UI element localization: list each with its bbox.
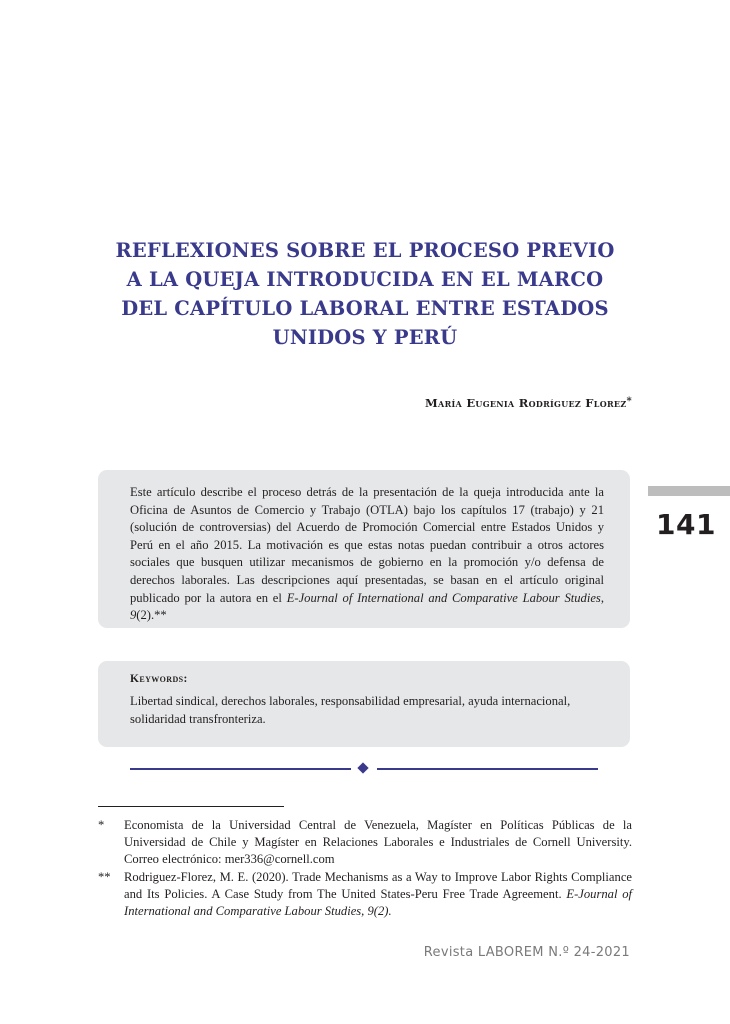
- journal-name: E-Journal of International and Comparative Labour Studies: [286, 590, 601, 605]
- diamond-icon: [357, 762, 368, 773]
- footnote-journal: E-Journal of International and Comparative Labour Studies, 9(2).: [124, 887, 633, 918]
- author-name: María Eugenia Rodríguez Florez: [425, 396, 627, 410]
- abstract-body: Este artículo describe el proceso detrás de la presentación de la queja introducida ante la Oficina de Asuntos de Comercio y Trabajo (OTLA) bajo los capítulos 17 (trabajo) y 21 (solución de controversias) del Acuerdo de Promoción Comercial entre Estados Unidos y Perú en el año 2015. La motivación es que estas notas puedan contribuir a otros actores sociales que busquen utilizar mecanismos de gobierno en la promoción y/o defensa de derechos laborales. Las descripciones aquí presentadas, se basan en el artículo original publicado por la autora en el: [130, 485, 604, 605]
- divider-line-left: [130, 768, 351, 770]
- abstract-text: [130, 484, 604, 625]
- footnote-text: [124, 869, 632, 920]
- volume-separator: ,: [600, 590, 604, 605]
- issue-number: (2).**: [136, 608, 167, 623]
- footnote-reference: Rodriguez-Florez, M. E. (2020). Trade Mechanisms as a Way to Improve Labor Rights Compliance and Its Policies. A Case Study from The United States-Peru Free Trade Agreement.: [124, 870, 632, 901]
- footnote-item: [98, 817, 632, 868]
- article-title: [100, 236, 630, 352]
- footnote-separator: [98, 806, 284, 807]
- footnote-mark: **: [98, 870, 111, 884]
- title-line: REFLEXIONES SOBRE EL PROCESO PREVIO: [115, 239, 615, 262]
- abstract-box: [98, 470, 630, 628]
- author-footnote-mark: *: [626, 396, 632, 407]
- title-line: UNIDOS Y PERÚ: [272, 326, 458, 349]
- author-byline: [425, 396, 632, 410]
- footnote-item: [98, 869, 632, 920]
- page-marker-bar: [648, 486, 730, 496]
- keywords-box: [98, 661, 630, 747]
- journal-footer: Revista LABOREM N.º 24-2021: [423, 945, 630, 960]
- keywords-heading: Keywords:: [130, 673, 188, 685]
- page-number: 141: [656, 508, 716, 541]
- divider-line-right: [377, 768, 598, 770]
- keywords-text: Libertad sindical, derechos laborales, responsabilidad empresarial, ayuda internacional, solidaridad transfronteriza.: [130, 694, 571, 726]
- footnote-mark: *: [98, 818, 105, 832]
- title-line: A LA QUEJA INTRODUCIDA EN EL MARCO: [126, 268, 604, 291]
- section-divider: [130, 762, 598, 776]
- volume-number: 9: [130, 608, 137, 623]
- footnote-text: Economista de la Universidad Central de Venezuela, Magíster en Políticas Públicas de la Universidad de Chile y Magíster en Relaciones Laborales e Industriales de Cornell University. Correo electrónico: mer336@cornell.com: [124, 818, 632, 866]
- title-line: DEL CAPÍTULO LABORAL ENTRE ESTADOS: [121, 297, 609, 320]
